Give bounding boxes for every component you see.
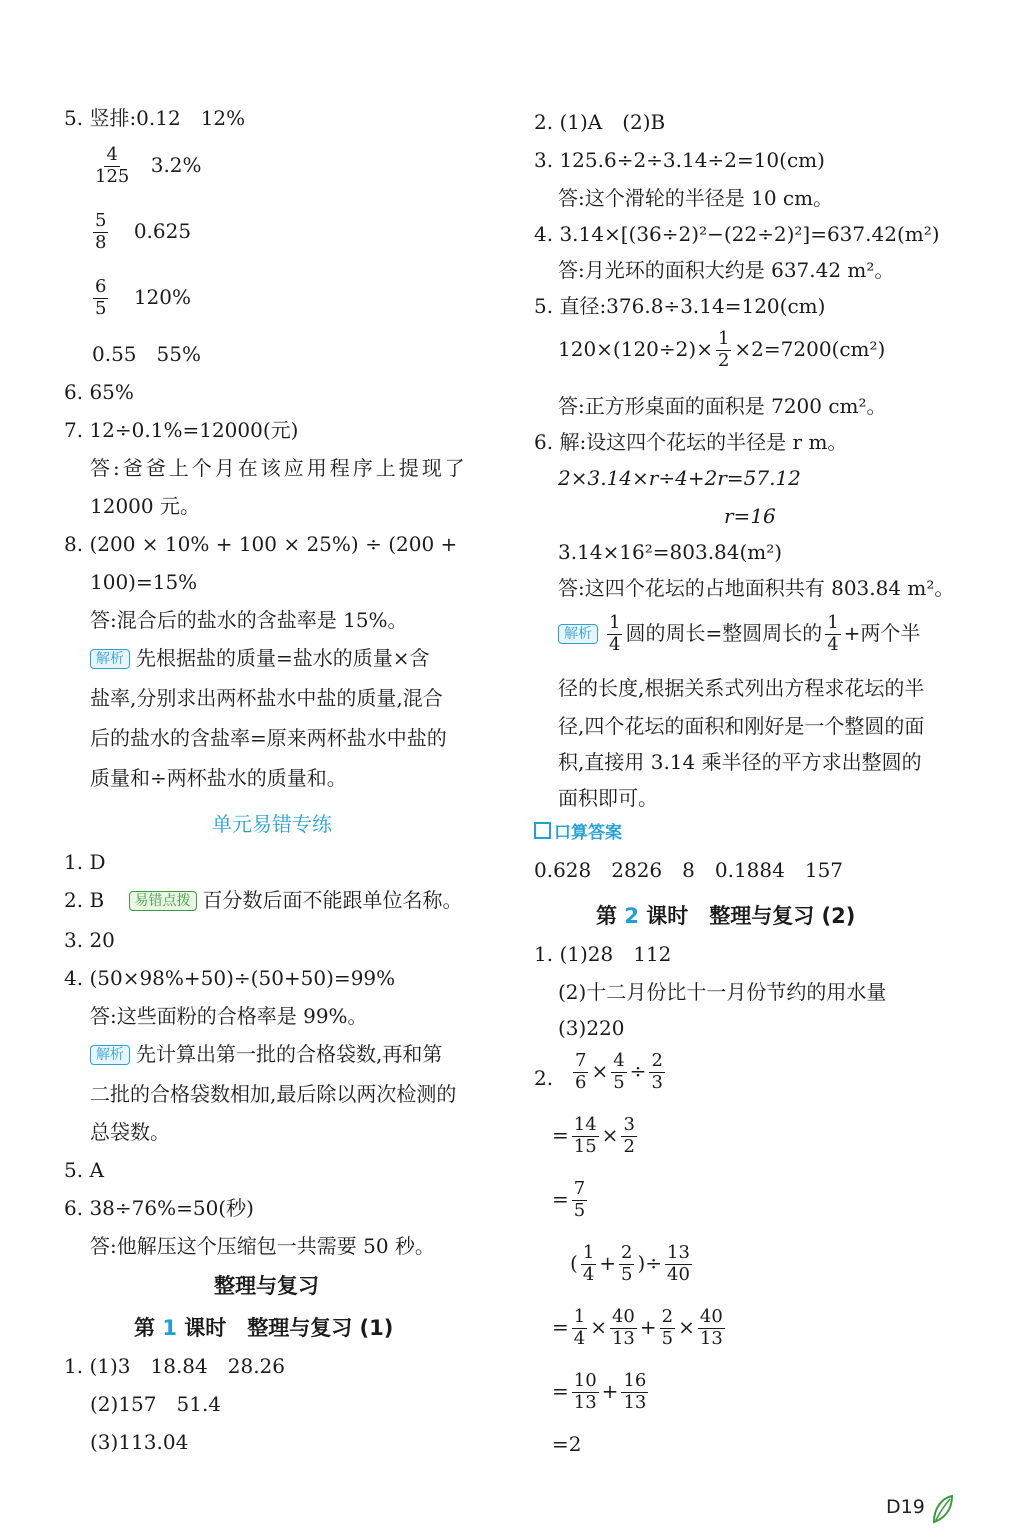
l2-q1-3: (3)220: [558, 1016, 625, 1040]
fraction: $\frac{14}{15}$: [573, 1114, 597, 1157]
fraction: $\frac{2}{5}$: [621, 1242, 633, 1285]
calc-2-line-4: =2: [552, 1432, 582, 1456]
l2-q2-label: 2.: [534, 1066, 554, 1090]
left-q7: 7. 12÷0.1%=12000(元): [64, 418, 299, 442]
unit-q2: 2. B 易错点拨 百分数后面不能跟单位名称。: [64, 888, 463, 912]
right-q6-explain-4: 积,直接用 3.14 乘半径的平方求出整圆的: [558, 750, 922, 774]
right-q5: 5. 直径:376.8÷3.14=120(cm): [534, 294, 826, 318]
fraction: $\frac{13}{40}$: [667, 1242, 690, 1285]
left-q7-answer-2: 12000 元。: [90, 494, 200, 518]
left-q6: 6. 65%: [64, 380, 134, 404]
unit-q4-explain-2: 二批的合格袋数相加,最后除以两次检测的: [90, 1082, 457, 1106]
lesson-2-title: 第 2 课时 整理与复习 (2): [596, 904, 856, 928]
unit-q5: 5. A: [64, 1158, 104, 1182]
box-icon: [534, 822, 551, 839]
left-q5-row-2: $\frac{5}{8}$ 0.625: [95, 210, 192, 253]
right-q3-answer: 答:这个滑轮的半径是 10 cm。: [558, 186, 834, 210]
fraction: $\frac{10}{13}$: [573, 1370, 597, 1413]
review-title: 整理与复习: [214, 1274, 319, 1298]
leaf-icon: [930, 1494, 956, 1524]
unit-q4-explain-1: 解析 先计算出第一批的合格袋数,再和第: [90, 1044, 442, 1065]
l2-q1-2: (2)十二月份比十一月份节约的用水量: [558, 980, 887, 1004]
right-q6-explain-2: 径的长度,根据关系式列出方程求花坛的半: [558, 676, 925, 700]
unit-q3: 3. 20: [64, 928, 115, 952]
left-q5-row-4: 0.55 55%: [92, 342, 201, 366]
left-q8-answer: 答:混合后的盐水的含盐率是 15%。: [90, 608, 408, 632]
unit-q6-answer: 答:他解压这个压缩包一共需要 50 秒。: [90, 1234, 435, 1258]
right-q4-answer: 答:月光环的面积大约是 637.42 m²。: [558, 258, 895, 282]
left-q8-line-1: 8. (200 × 10% + 100 × 25%) ÷ (200 +: [64, 532, 458, 556]
right-q6-eq-3: 3.14×16²=803.84(m²): [558, 540, 783, 564]
right-q6-explain-3: 径,四个花坛的面积和刚好是一个整圆的面: [558, 714, 925, 738]
fraction: $\frac{1}{4}$: [827, 612, 839, 655]
calc-1-line-2: = $\frac{14}{15}$ × $\frac{3}{2}$: [552, 1114, 635, 1157]
right-q6-answer: 答:这四个花坛的占地面积共有 803.84 m²。: [558, 576, 955, 600]
fraction: $\frac{5}{8}$: [95, 210, 107, 253]
right-q3: 3. 125.6÷2÷3.14÷2=10(cm): [534, 148, 825, 172]
right-q2: 2. (1)A (2)B: [534, 110, 666, 134]
unit-section-title: 单元易错专练: [212, 812, 332, 836]
calc-2-line-3: = $\frac{10}{13}$ + $\frac{16}{13}$: [552, 1370, 647, 1413]
right-q4: 4. 3.14×[(36÷2)²−(22÷2)²]=637.42(m²): [534, 222, 940, 246]
left-q5-row-3: $\frac{6}{5}$ 120%: [95, 276, 191, 319]
left-q7-answer-1: 答:爸爸上个月在该应用程序上提现了: [90, 456, 468, 480]
mistake-tip-tag: 易错点拨: [129, 891, 197, 911]
right-q6-eq-2: r=16: [724, 504, 776, 528]
explain-tag: 解析: [90, 649, 130, 669]
left-q8-explain-3: 后的盐水的含盐率=原来两杯盐水中盐的: [90, 726, 447, 750]
lesson-1-title: 第 1 课时 整理与复习 (1): [134, 1316, 394, 1340]
fraction: $\frac{7}{6}$: [575, 1050, 587, 1093]
right-q6: 6. 解:设这四个花坛的半径是 r m。: [534, 430, 848, 454]
left-q5-row-1: $\frac{4}{125}$ 3.2%: [95, 144, 202, 187]
oral-answers: 0.628 2826 8 0.1884 157: [534, 858, 844, 882]
explain-tag: 解析: [90, 1045, 130, 1065]
fraction: $\frac{1}{2}$: [717, 328, 730, 371]
calc-1-line-1: $\frac{7}{6}$ × $\frac{4}{5}$ ÷ $\frac{2}{3}$: [575, 1050, 663, 1093]
fraction: $\frac{1}{4}$: [582, 1242, 595, 1285]
right-q6-eq-1: 2×3.14×r÷4+2r=57.12: [558, 466, 801, 490]
fraction: $\frac{4}{125}$: [95, 144, 130, 187]
explain-tag: 解析: [558, 624, 598, 644]
oral-answer-label: 口算答案: [534, 822, 622, 842]
left-q8-explain-4: 质量和÷两杯盐水的质量和。: [90, 766, 347, 790]
unit-q6: 6. 38÷76%=50(秒): [64, 1196, 254, 1220]
left-q8-explain-2: 盐率,分别求出两杯盐水中盐的质量,混合: [90, 686, 443, 710]
unit-q1: 1. D: [64, 850, 106, 874]
calc-2-line-1: ( $\frac{1}{4}$ + $\frac{2}{5}$ )÷ $\frac{13}{40}$: [570, 1242, 690, 1285]
fraction: $\frac{3}{2}$: [623, 1114, 635, 1157]
calc-2-line-2: = $\frac{1}{4}$ × $\frac{40}{13}$ + $\frac{2}{5}$ × $\frac{40}{13}$: [552, 1306, 723, 1349]
review-q1-1: 1. (1)3 18.84 28.26: [64, 1354, 286, 1378]
fraction: $\frac{1}{4}$: [573, 1306, 586, 1349]
fraction: $\frac{6}{5}$: [95, 276, 107, 319]
fraction: $\frac{40}{13}$: [699, 1306, 723, 1349]
right-q6-explain-1: 解析 $\frac{1}{4}$ 圆的周长=整圆周长的 $\frac{1}{4}$ +两个半: [558, 614, 920, 655]
right-q5-answer: 答:正方形桌面的面积是 7200 cm²。: [558, 394, 887, 418]
left-q8-explain-1: 解析 先根据盐的质量=盐水的质量×含: [90, 648, 430, 669]
left-q5: 5. 竖排:0.12 12%: [64, 106, 246, 130]
review-q1-2: (2)157 51.4: [90, 1392, 222, 1416]
right-q6-explain-5: 面积即可。: [558, 786, 658, 810]
fraction: $\frac{40}{13}$: [611, 1306, 635, 1349]
fraction: $\frac{7}{5}$: [573, 1178, 586, 1221]
l2-q1-1: 1. (1)28 112: [534, 942, 672, 966]
unit-q4-answer: 答:这些面粉的合格率是 99%。: [90, 1004, 368, 1028]
right-q5-equation: 120×(120÷2)× $\frac{1}{2}$ ×2=7200(cm²): [558, 328, 886, 371]
unit-q4: 4. (50×98%+50)÷(50+50)=99%: [64, 966, 396, 990]
fraction: $\frac{16}{13}$: [623, 1370, 647, 1413]
calc-1-line-3: = $\frac{7}{5}$: [552, 1178, 586, 1221]
left-q8-line-2: 100)=15%: [90, 570, 198, 594]
fraction: $\frac{2}{5}$: [661, 1306, 674, 1349]
review-q1-3: (3)113.04: [90, 1430, 189, 1454]
fraction: $\frac{2}{3}$: [651, 1050, 663, 1093]
unit-q4-explain-3: 总袋数。: [90, 1120, 170, 1144]
fraction: $\frac{4}{5}$: [613, 1050, 625, 1093]
page-number: D19: [886, 1496, 925, 1518]
fraction: $\frac{1}{4}$: [609, 612, 621, 655]
